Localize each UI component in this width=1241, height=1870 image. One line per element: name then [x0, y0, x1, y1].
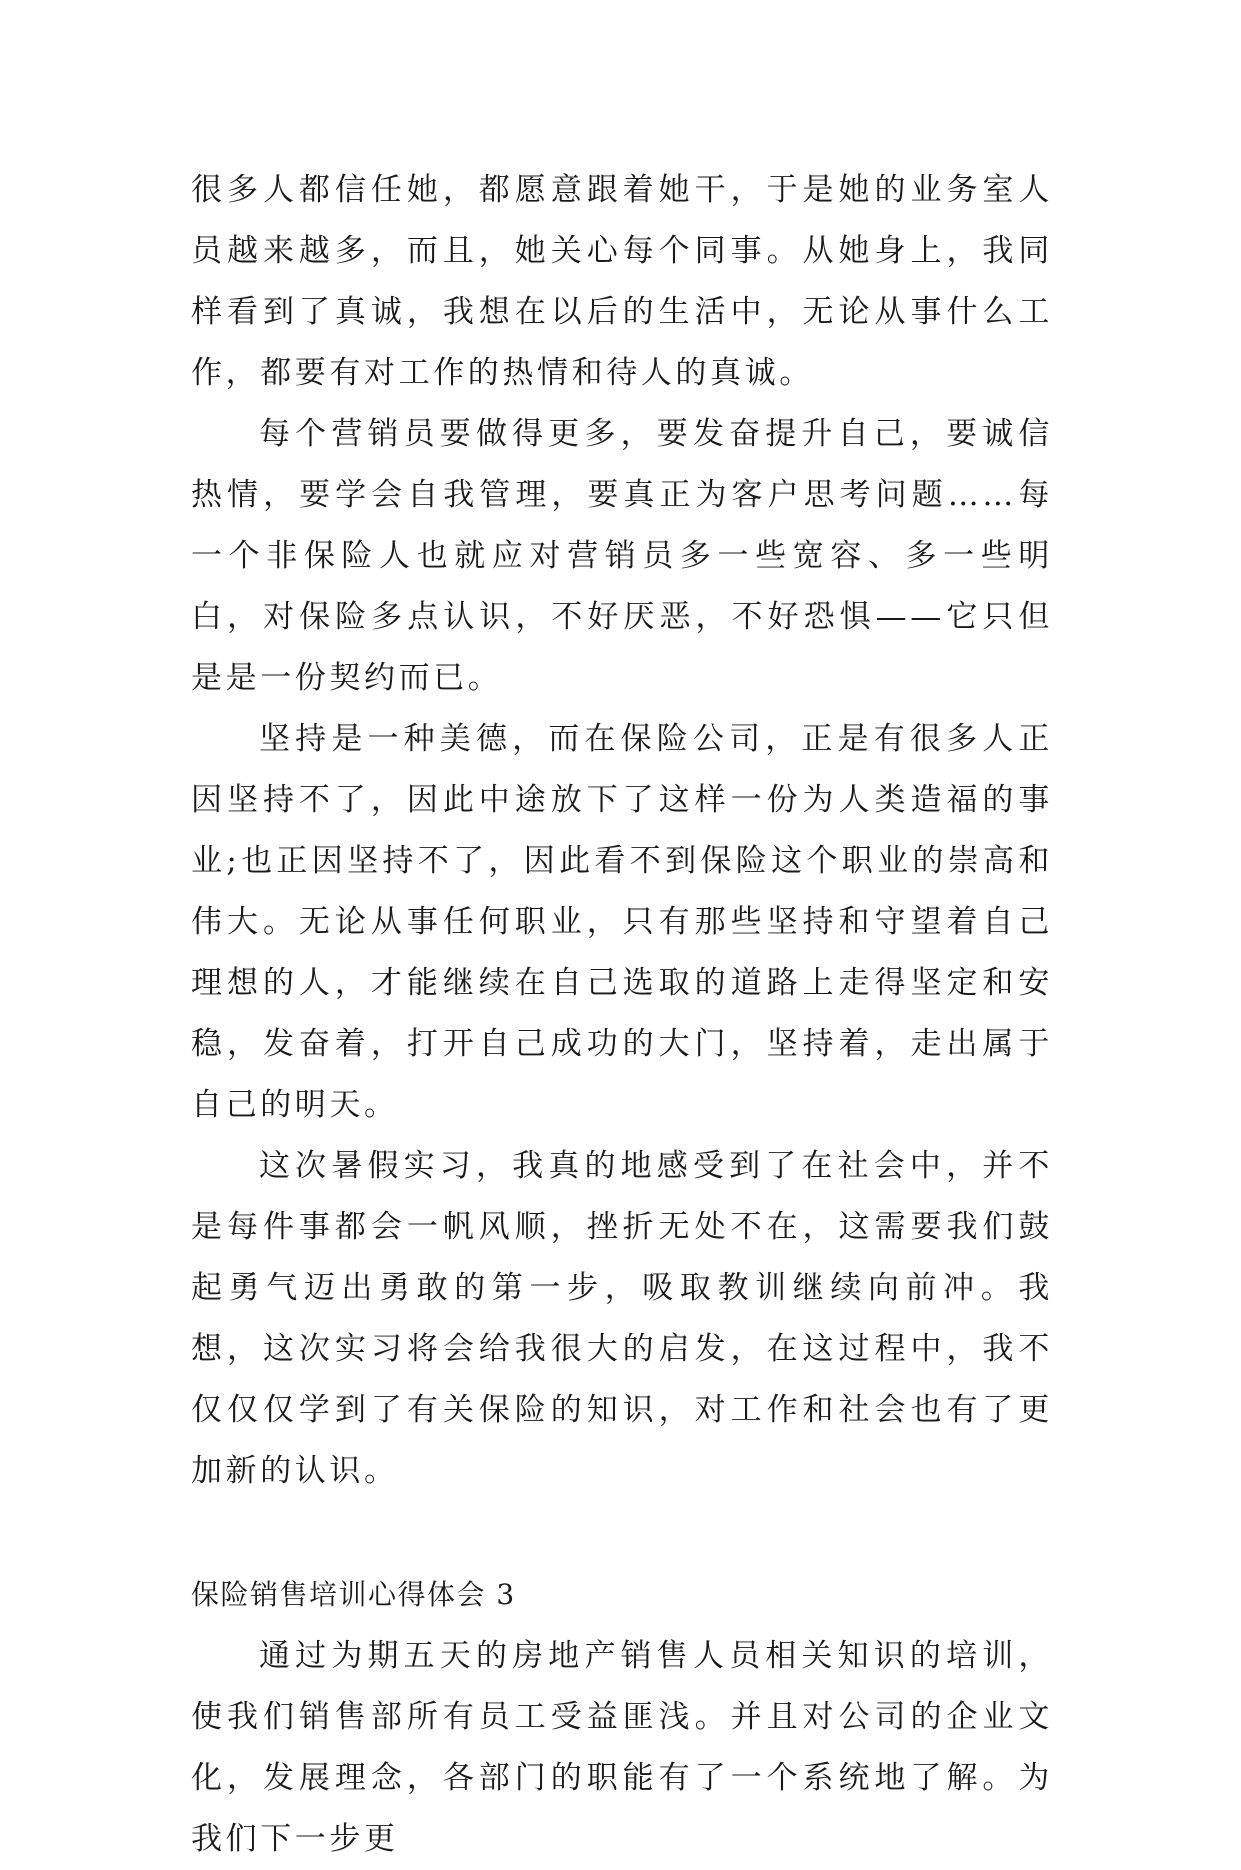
section-heading: 保险销售培训心得体会 3 [191, 1578, 516, 1611]
body-paragraph: 坚持是一种美德，而在保险公司，正是有很多人正因坚持不了，因此中途放下了这样一份为人类造福的事业;也正因坚持不了，因此看不到保险这个职业的崇高和伟大。无论从事任何职业，只有那些坚持和守望着自己理想的人，才能继续在自己选取的道路上走得坚定和安稳，发奋着，打开自己成功的大门，坚持着，走出属于自己的明天。 [191, 721, 1053, 1123]
body-paragraph: 很多人都信任她，都愿意跟着她干，于是她的业务室人员越来越多，而且，她关心每个同事。从她身上，我同样看到了真诚，我想在以后的生活中，无论从事什么工作，都要有对工作的热情和待人的真诚。 [191, 172, 1053, 391]
body-paragraph: 通过为期五天的房地产销售人员相关知识的培训，使我们销售部所有员工受益匪浅。并且对公司的企业文化，发展理念，各部门的职能有了一个系统地了解。为我们下一步更 [191, 1638, 1053, 1857]
body-paragraph: 每个营销员要做得更多，要发奋提升自己，要诚信热情，要学会自我管理，要真正为客户思考问题……每一个非保险人也就应对营销员多一些宽容、多一些明白，对保险多点认识，不好厌恶，不好恐惧——它只但是是一份契约而已。 [191, 416, 1053, 696]
body-paragraph: 这次暑假实习，我真的地感受到了在社会中，并不是每件事都会一帆风顺，挫折无处不在，这需要我们鼓起勇气迈出勇敢的第一步，吸取教训继续向前冲。我想，这次实习将会给我很大的启发，在这过程中，我不仅仅仅学到了有关保险的知识，对工作和社会也有了更加新的认识。 [191, 1148, 1053, 1489]
document-page [191, 160, 1053, 1870]
